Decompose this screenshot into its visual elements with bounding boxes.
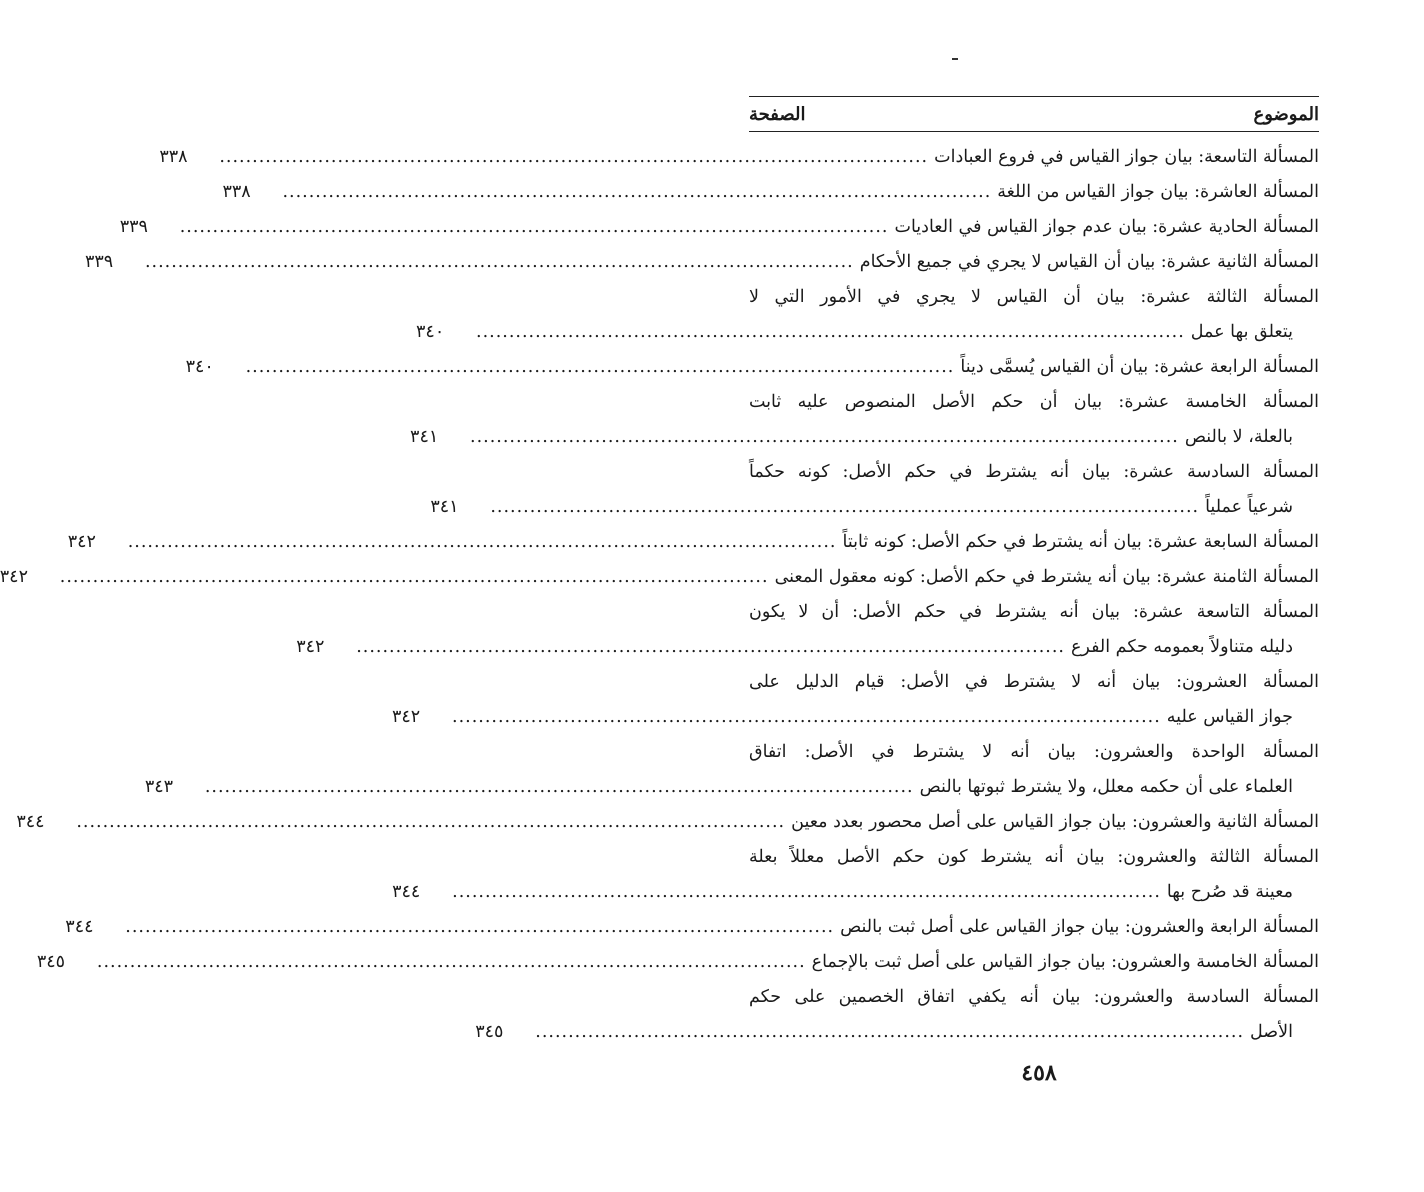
toc-entry-page: ٣٤٠ [185,357,214,377]
toc-entry-page: ٣٤٢ [0,567,28,587]
toc-entry-line: المسألة الثالثة والعشرون: بيان أنه يشترط كون حكم الأصل معللاً بعلة [749,847,1319,867]
toc-entry-page: ٣٤٤ [392,882,421,902]
toc-entry-page: ٣٤٥ [475,1022,504,1042]
toc-entry-last-line [475,1015,1319,1050]
dot-leader: ............................................................................................................ [452,707,1161,727]
toc-entry-page: ٣٤١ [410,427,439,447]
toc-entry-title: المسألة الخامسة والعشرون: بيان جواز القياس على أصل ثبت بالإجماع [811,952,1319,972]
dot-leader: ............................................................................................................ [125,917,835,937]
toc-entry-title: دليله متناولاً بعمومه حكم الفرع [1070,637,1293,657]
dot-leader: ............................................................................................................ [470,427,1179,447]
toc-entry-page: ٣٤٤ [16,812,45,832]
toc-entry-title: المسألة التاسعة: بيان جواز القياس في فروع العبادات [934,147,1319,167]
toc-entry [410,385,1319,455]
dot-leader: ............................................................................................................ [179,217,889,237]
toc-entry-page: ٣٤٢ [67,532,96,552]
toc-entry-page: ٣٤٤ [65,917,94,937]
toc-entry-line: المسألة العشرون: بيان أنه لا يشترط في الأصل: قيام الدليل على [749,672,1319,692]
toc-entry-last-line [296,630,1319,665]
toc-entry [475,980,1319,1050]
toc-entry-page: ٣٤٣ [144,777,174,797]
toc-entry-last-line [392,875,1319,910]
dot-leader: ............................................................................................................ [127,532,837,552]
toc-entry-last-line [144,770,1319,805]
toc-entry-page: ٣٤٥ [36,952,66,972]
toc-entry [185,350,1319,385]
toc-entry-title: المسألة الرابعة عشرة: بيان أن القياس يُسمَّى ديناً [960,357,1319,377]
toc-entry-last-line [67,525,1319,560]
top-mark [952,58,958,60]
toc-entry-last-line [185,350,1319,385]
toc-entry [416,280,1319,350]
dot-leader: ............................................................................................................ [144,252,854,272]
toc-entry-title: المسألة الرابعة والعشرون: بيان جواز القياس على أصل ثبت بالنص [840,917,1319,937]
toc-entry-page: ٣٤١ [430,497,459,517]
dot-leader: ............................................................................................................ [204,777,914,797]
dot-leader: ............................................................................................................ [245,357,955,377]
toc-entry-last-line [416,315,1319,350]
toc-entry-title: يتعلق بها عمل [1190,322,1293,342]
toc-entry-title: بالعلة، لا بالنص [1184,427,1293,447]
toc-entry [159,140,1319,175]
toc-entry [392,840,1319,910]
toc-entry-last-line [392,700,1319,735]
dot-leader: ............................................................................................................ [282,182,992,202]
toc-entry-last-line [16,805,1319,840]
toc-entry [67,525,1319,560]
dot-leader: ............................................................................................................ [76,812,786,832]
dot-leader: ............................................................................................................ [490,497,1200,517]
toc-entry-line: المسألة الواحدة والعشرون: بيان أنه لا يشترط في الأصل: اتفاق [749,742,1320,762]
toc-entry-last-line [36,945,1319,980]
toc-entry [84,245,1319,280]
toc-entry-line: المسألة السادسة والعشرون: بيان أنه يكفي اتفاق الخصمين على حكم [749,987,1319,1007]
toc-entry [392,665,1319,735]
toc-entry-last-line [65,910,1319,945]
table-of-contents [0,140,1320,1050]
toc-entry-title: المسألة الثامنة عشرة: بيان أنه يشترط في حكم الأصل: كونه معقول المعنى [774,567,1319,587]
dot-leader: ............................................................................................................ [356,637,1065,657]
toc-entry-title: المسألة العاشرة: بيان جواز القياس من اللغة [997,182,1319,202]
toc-entry-line: المسألة السادسة عشرة: بيان أنه يشترط في حكم الأصل: كونه حكماً [749,462,1319,482]
toc-entry-title: المسألة الثانية عشرة: بيان أن القياس لا يجري في جميع الأحكام [859,252,1319,272]
toc-entry-title: معينة قد صُرح بها [1166,882,1293,902]
toc-entry [222,175,1319,210]
dot-leader: ............................................................................................................ [96,952,806,972]
toc-entry [65,910,1319,945]
dot-leader: ............................................................................................................ [59,567,769,587]
toc-entry-last-line [410,420,1319,455]
toc-entry-page: ٣٣٨ [159,147,188,167]
toc-header [749,96,1319,132]
toc-entry-last-line [0,560,1319,595]
toc-entry [144,735,1320,805]
toc-entry-last-line [119,210,1319,245]
page-column-label: الصفحة [749,103,806,125]
toc-entry-title: الأصل [1250,1022,1293,1042]
toc-entry-last-line [222,175,1319,210]
toc-entry-last-line [84,245,1319,280]
toc-entry-title: المسألة الثانية والعشرون: بيان جواز القياس على أصل محصور بعدد معين [791,812,1319,832]
toc-entry-title: شرعياً عملياً [1205,497,1293,517]
dot-leader: ............................................................................................................ [219,147,929,167]
dot-leader: ............................................................................................................ [452,882,1161,902]
toc-entry-last-line [430,490,1319,525]
toc-entry-line: المسألة التاسعة عشرة: بيان أنه يشترط في حكم الأصل: أن لا يكون [749,602,1319,622]
toc-entry [430,455,1319,525]
toc-entry [296,595,1319,665]
toc-entry-page: ٣٣٨ [222,182,251,202]
toc-entry-title: العلماء على أن حكمه معلل، ولا يشترط ثبوتها بالنص [919,777,1293,797]
subject-column-label: الموضوع [1253,103,1319,125]
toc-entry [16,805,1319,840]
toc-entry-line: المسألة الخامسة عشرة: بيان أن حكم الأصل المنصوص عليه ثابت [749,392,1319,412]
toc-entry [119,210,1319,245]
toc-entry-page: ٣٤٢ [392,707,421,727]
page-number: ٤٥٨ [1021,1060,1057,1086]
toc-entry-title: المسألة السابعة عشرة: بيان أنه يشترط في حكم الأصل: كونه ثابتاً [842,532,1319,552]
toc-entry-page: ٣٣٩ [119,217,148,237]
toc-entry-title: المسألة الحادية عشرة: بيان عدم جواز القياس في العاديات [894,217,1319,237]
toc-entry-last-line [159,140,1319,175]
toc-entry-page: ٣٤٠ [416,322,445,342]
dot-leader: ............................................................................................................ [535,1022,1245,1042]
toc-entry [0,560,1319,595]
toc-entry-page: ٣٤٢ [296,637,325,657]
toc-entry-title: جواز القياس عليه [1166,707,1293,727]
toc-entry-line: المسألة الثالثة عشرة: بيان أن القياس لا يجري في الأمور التي لا [749,287,1319,307]
dot-leader: ............................................................................................................ [476,322,1185,342]
toc-entry-page: ٣٣٩ [84,252,114,272]
toc-entry [36,945,1319,980]
